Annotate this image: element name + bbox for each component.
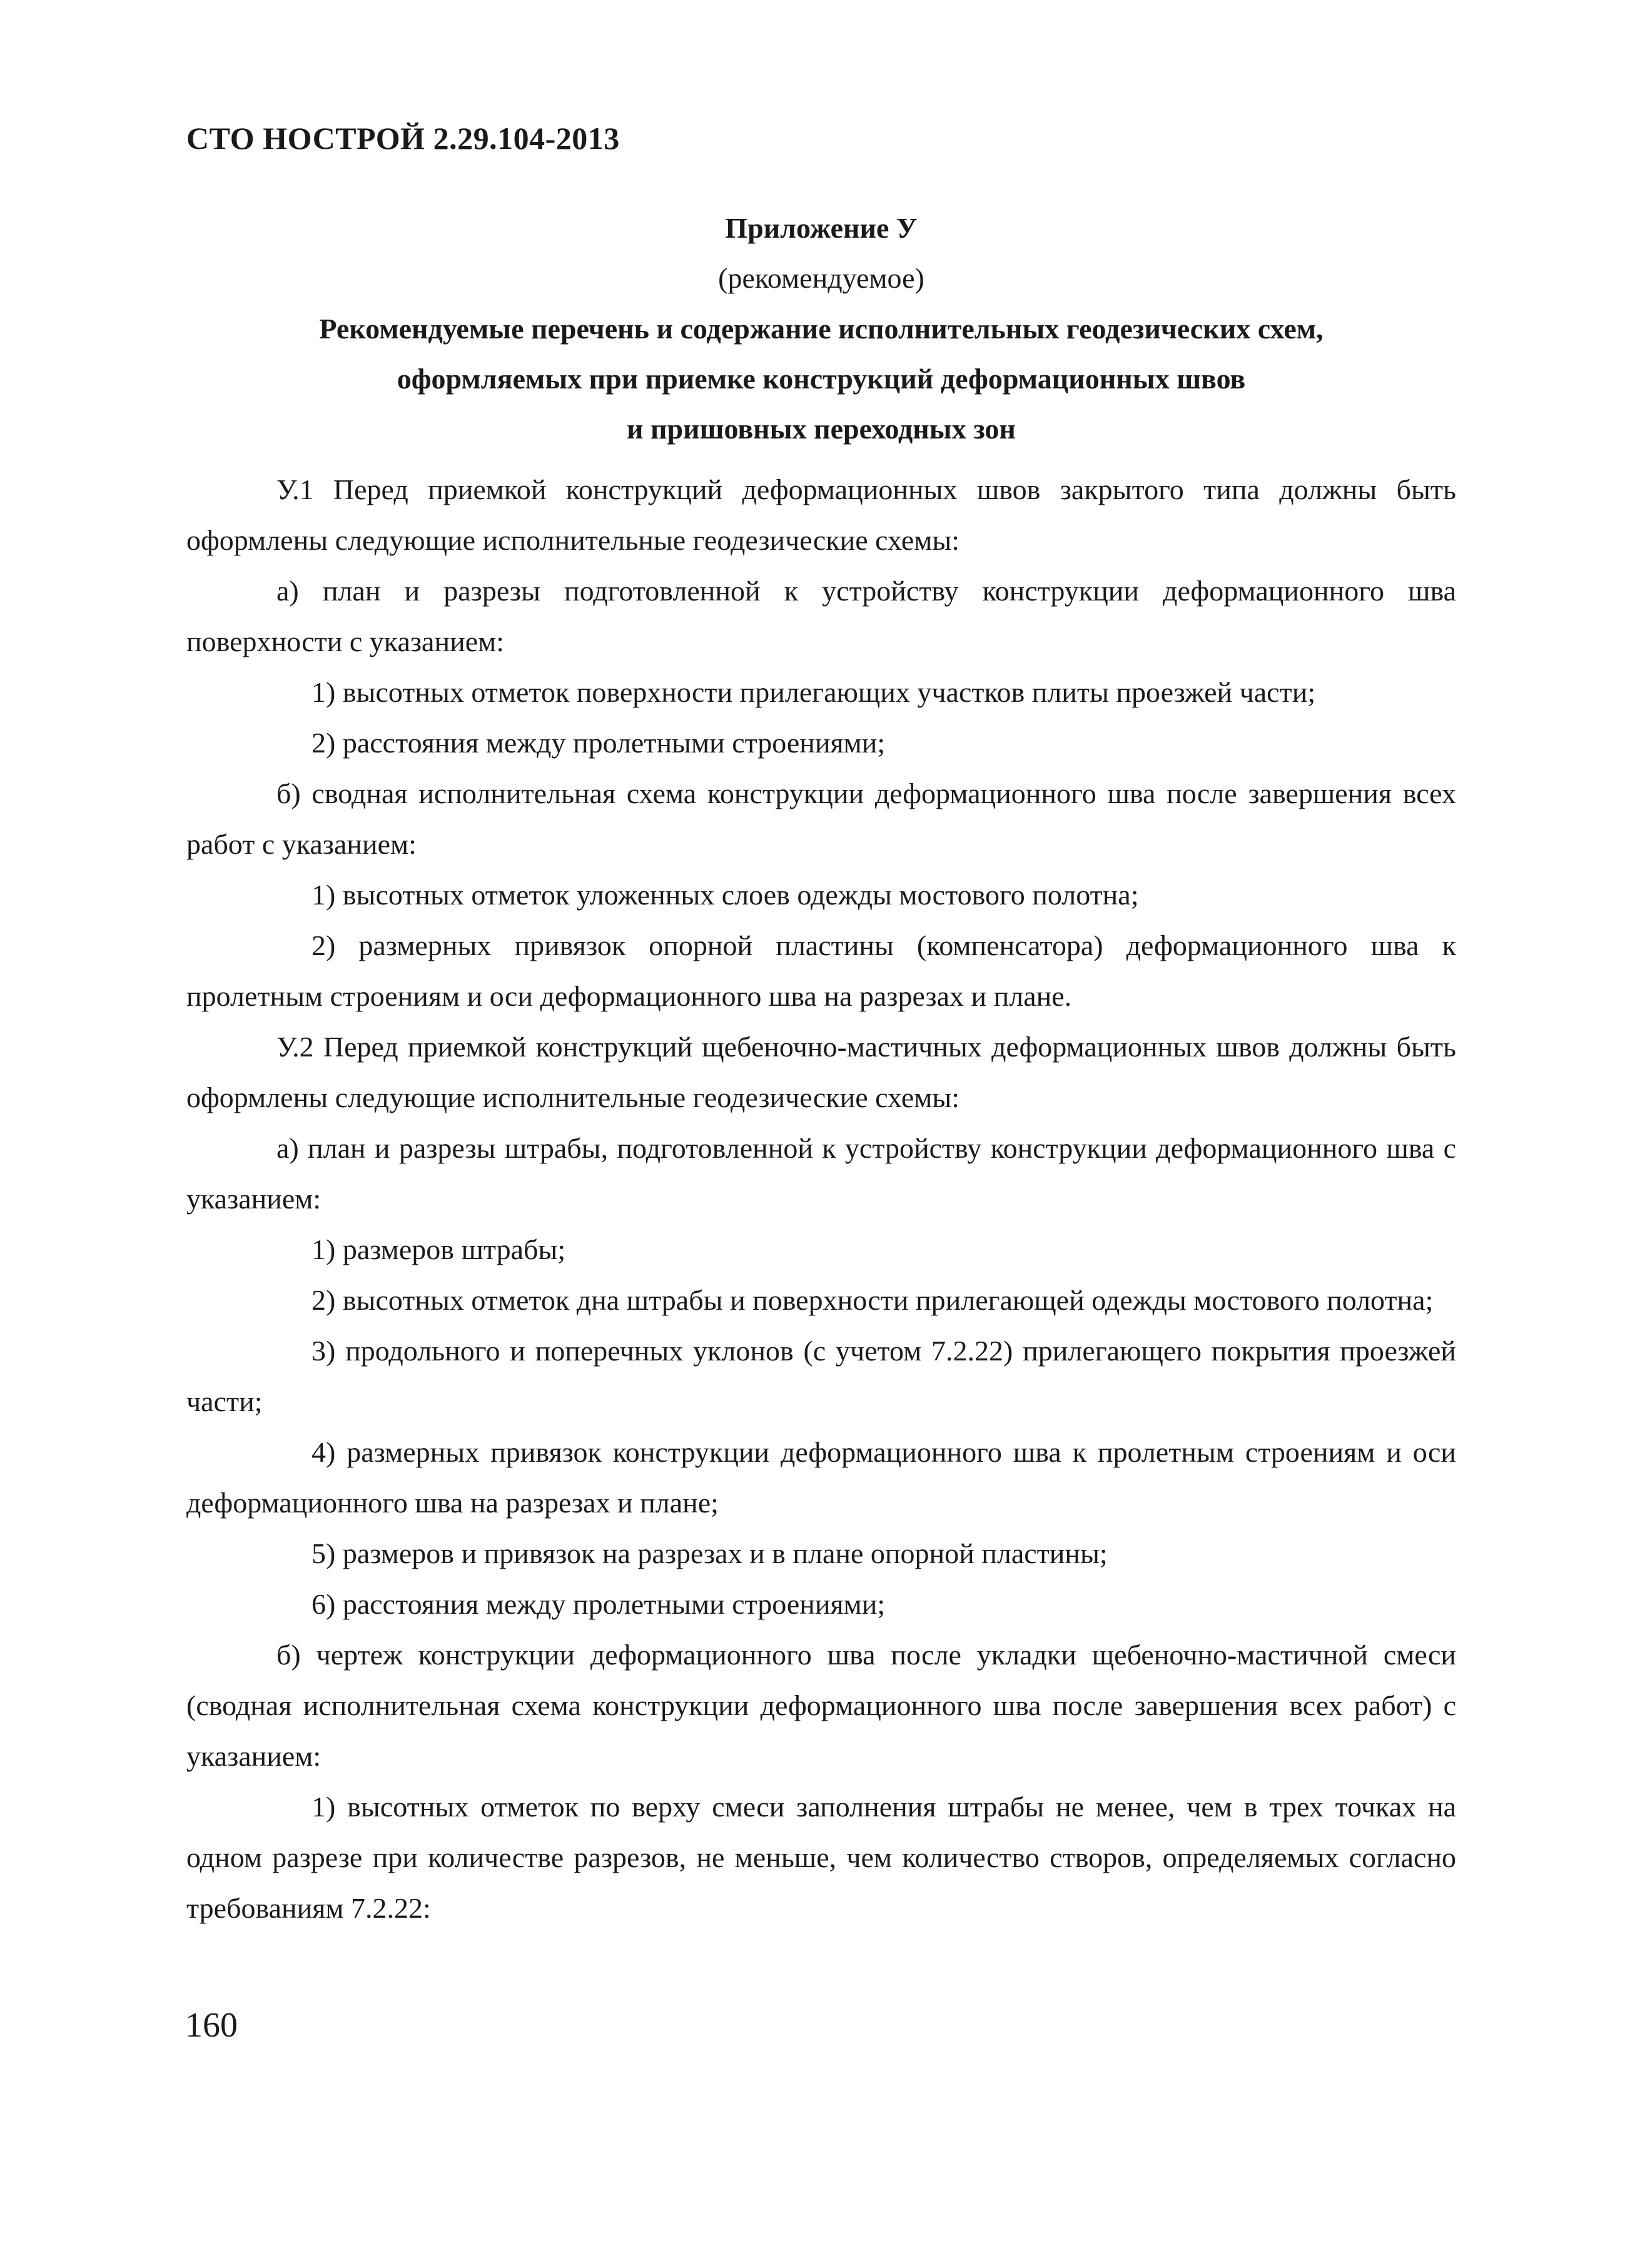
document-code: СТО НОСТРОЙ 2.29.104-2013	[186, 121, 620, 156]
list-subitem: 2) размерных привязок опорной пластины (компенсатора) деформационного шва к пролетным строениям и оси деформационного шва на разрезах и плане.	[186, 929, 1456, 1012]
appendix-title: Приложение У	[725, 212, 918, 244]
paragraph-u1: У.1 Перед приемкой конструкций деформационных швов закрытого типа должны быть оформлены следующие исполнительные геодезические схемы:	[186, 473, 1456, 556]
page-number: 160	[185, 2006, 238, 2045]
appendix-heading-line-1: Рекомендуемые перечень и содержание исполнительных геодезических схем,	[319, 313, 1324, 345]
appendix-heading-line-3: и пришовных переходных зон	[627, 413, 1016, 445]
appendix-status: (рекомендуемое)	[718, 262, 924, 294]
list-subitem: 1) размеров штрабы;	[311, 1233, 566, 1265]
list-item-b: б) чертеж конструкции деформационного шва после укладки щебеночно-мастичной смеси (сводная исполнительная схема конструкции деформационного шва после завершения всех работ) с указанием:	[186, 1639, 1456, 1772]
list-subitem: 1) высотных отметок по верху смеси заполнения штрабы не менее, чем в трех точках на одном разрезе при количестве разрезов, не меньше, чем количество створов, определяемых согласно требованиям 7.2.22:	[186, 1791, 1456, 1924]
paragraph-u2: У.2 Перед приемкой конструкций щебеночно-мастичных деформационных швов должны быть оформлены следующие исполнительные геодезические схемы:	[186, 1031, 1456, 1113]
list-item-b: б) сводная исполнительная схема конструкции деформационного шва после завершения всех работ с указанием:	[186, 777, 1456, 860]
list-subitem: 2) расстояния между пролетными строениями;	[311, 727, 886, 759]
list-item-a: а) план и разрезы подготовленной к устройству конструкции деформационного шва поверхности с указанием:	[186, 575, 1456, 657]
list-item-a: а) план и разрезы штрабы, подготовленной к устройству конструкции деформационного шва с указанием:	[186, 1132, 1456, 1215]
list-subitem: 2) высотных отметок дна штрабы и поверхности прилегающей одежды мостового полотна;	[311, 1284, 1434, 1316]
list-subitem: 1) высотных отметок уложенных слоев одежды мостового полотна;	[311, 879, 1139, 911]
list-subitem: 4) размерных привязок конструкции деформационного шва к пролетным строениям и оси деформационного шва на разрезах и плане;	[186, 1436, 1456, 1519]
list-subitem: 3) продольного и поперечных уклонов (с учетом 7.2.22) прилегающего покрытия проезжей части;	[186, 1335, 1456, 1417]
list-subitem: 6) расстояния между пролетными строениями;	[311, 1588, 886, 1620]
body-text	[186, 464, 1456, 1933]
list-subitem: 5) размеров и привязок на разрезах и в плане опорной пластины;	[311, 1537, 1108, 1569]
appendix-heading-line-2: оформляемых при приемке конструкций деформационных швов	[397, 363, 1246, 395]
list-subitem: 1) высотных отметок поверхности прилегающих участков плиты проезжей части;	[311, 676, 1316, 708]
